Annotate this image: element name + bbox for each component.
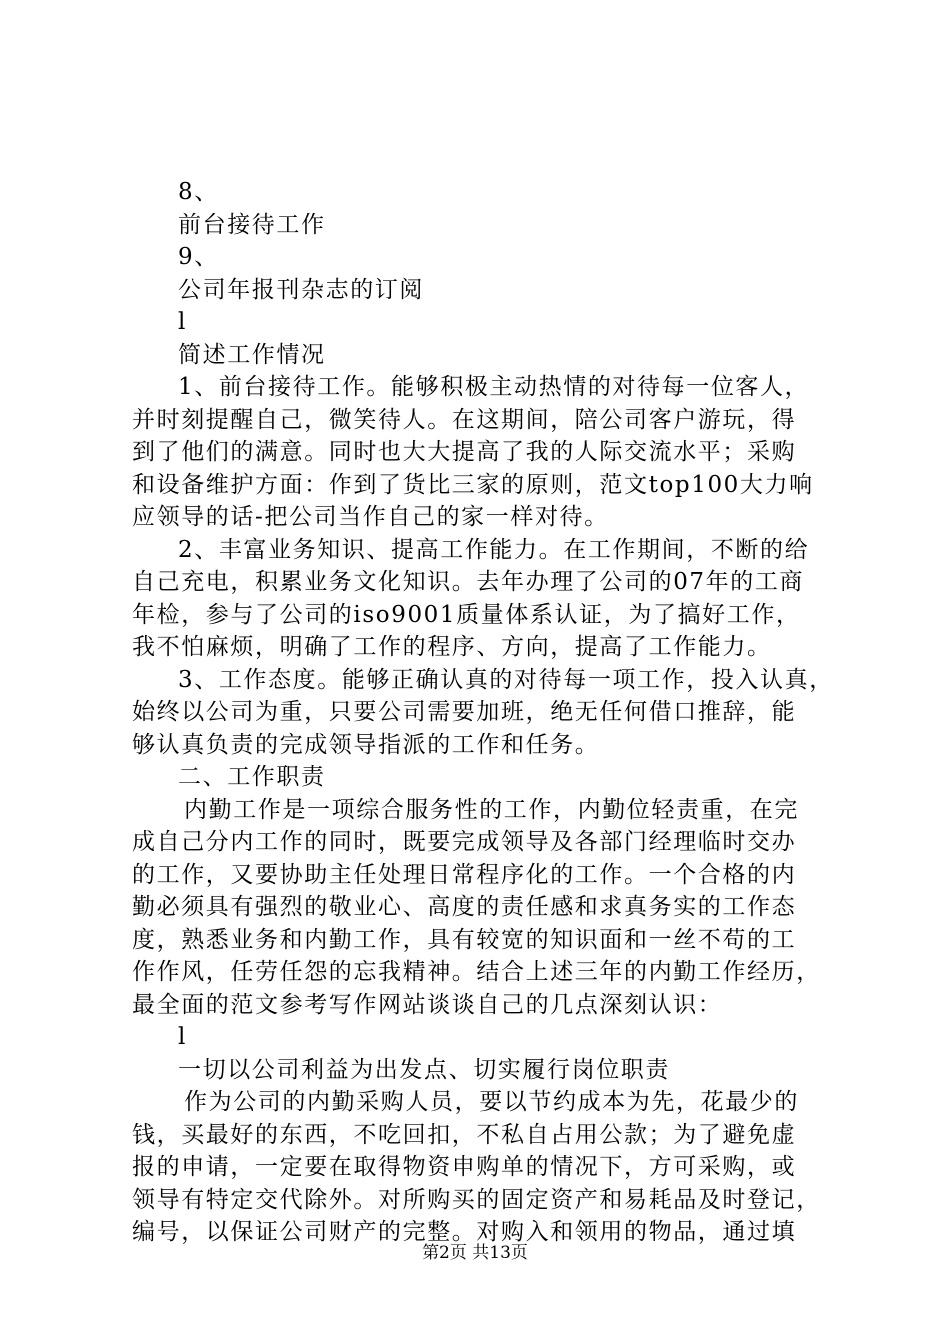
paragraph-line: 年检，参与了公司的iso9001质量体系认证，为了搞好工作， (132, 601, 801, 628)
paragraph-line: 到了他们的满意。同时也大大提高了我的人际交流水平；采购 (132, 439, 797, 465)
paragraph-line: 并时刻提醒自己，微笑待人。在这期间，陪公司客户游玩，得 (132, 406, 797, 433)
paragraph-line: 度，熟悉业务和内勤工作，具有较宽的知识面和一丝不苟的工 (132, 926, 797, 953)
paragraph-line: 编号，以保证公司财产的完整。对购入和领用的物品，通过填 (132, 1219, 797, 1245)
paragraph-line: 最全面的范文参考写作网站谈谈自己的几点深刻认识： (132, 991, 723, 1018)
paragraph-line: 作作风，任劳任怨的忘我精神。结合上述三年的内勤工作经历， (132, 959, 821, 985)
paragraph-line: 的工作，又要协助主任处理日常程序化的工作。一个合格的内 (132, 861, 797, 888)
section-heading: 简述工作情况 (178, 341, 326, 368)
paragraph-line: 始终以公司为重，只要公司需要加班，绝无任何借口推辞，能 (132, 699, 797, 725)
list-item-text: 公司年报刊杂志的订阅 (178, 276, 424, 303)
paragraph-line: 3、工作态度。能够正确认真的对待每一项工作，投入认真， (178, 666, 834, 693)
paragraph-line: 内勤工作是一项综合服务性的工作，内勤位轻责重，在完 (184, 796, 799, 823)
bullet-marker: l (178, 1024, 187, 1050)
paragraph-line: 和设备维护方面：作到了货比三家的原则，范文top100大力响 (132, 471, 814, 498)
paragraph-line: 钱，买最好的东西，不吃回扣，不私自占用公款；为了避免虚 (132, 1121, 797, 1148)
paragraph-line: 成自己分内工作的同时，既要完成领导及各部门经理临时交办 (132, 829, 797, 855)
paragraph-line: 作为公司的内勤采购人员，要以节约成本为先，花最少的 (184, 1089, 799, 1115)
paragraph-line: 2、丰富业务知识、提高工作能力。在工作期间，不断的给 (178, 536, 810, 563)
paragraph-line: 1、前台接待工作。能够积极主动热情的对待每一位客人， (178, 374, 810, 400)
paragraph-line: 应领导的话-把公司当作自己的家一样对待。 (132, 504, 609, 530)
paragraph-line: 够认真负责的完成领导指派的工作和任务。 (132, 731, 600, 758)
list-item-text: 前台接待工作 (178, 211, 326, 238)
paragraph-line: 自己充电，积累业务文化知识。去年办理了公司的07年的工商 (132, 569, 805, 595)
paragraph-line: 报的申请，一定要在取得物资申购单的情况下，方可采购，或 (132, 1154, 797, 1180)
paragraph-line: 勤必须具有强烈的敬业心、高度的责任感和求真务实的工作态 (132, 894, 797, 920)
page-number-footer: 第2页 共13页 (422, 1243, 528, 1263)
paragraph-line: 我不怕麻烦，明确了工作的程序、方向，提高了工作能力。 (132, 634, 772, 660)
paragraph-line: 领导有特定交代除外。对所购买的固定资产和易耗品及时登记， (132, 1186, 821, 1213)
document-body (132, 176, 832, 1249)
bullet-marker: l (178, 309, 187, 335)
list-number-9: 9、 (178, 244, 219, 270)
list-number-8: 8、 (178, 179, 219, 205)
section-heading: 二、工作职责 (178, 764, 326, 790)
section-heading: 一切以公司利益为出发点、切实履行岗位职责 (178, 1056, 670, 1083)
